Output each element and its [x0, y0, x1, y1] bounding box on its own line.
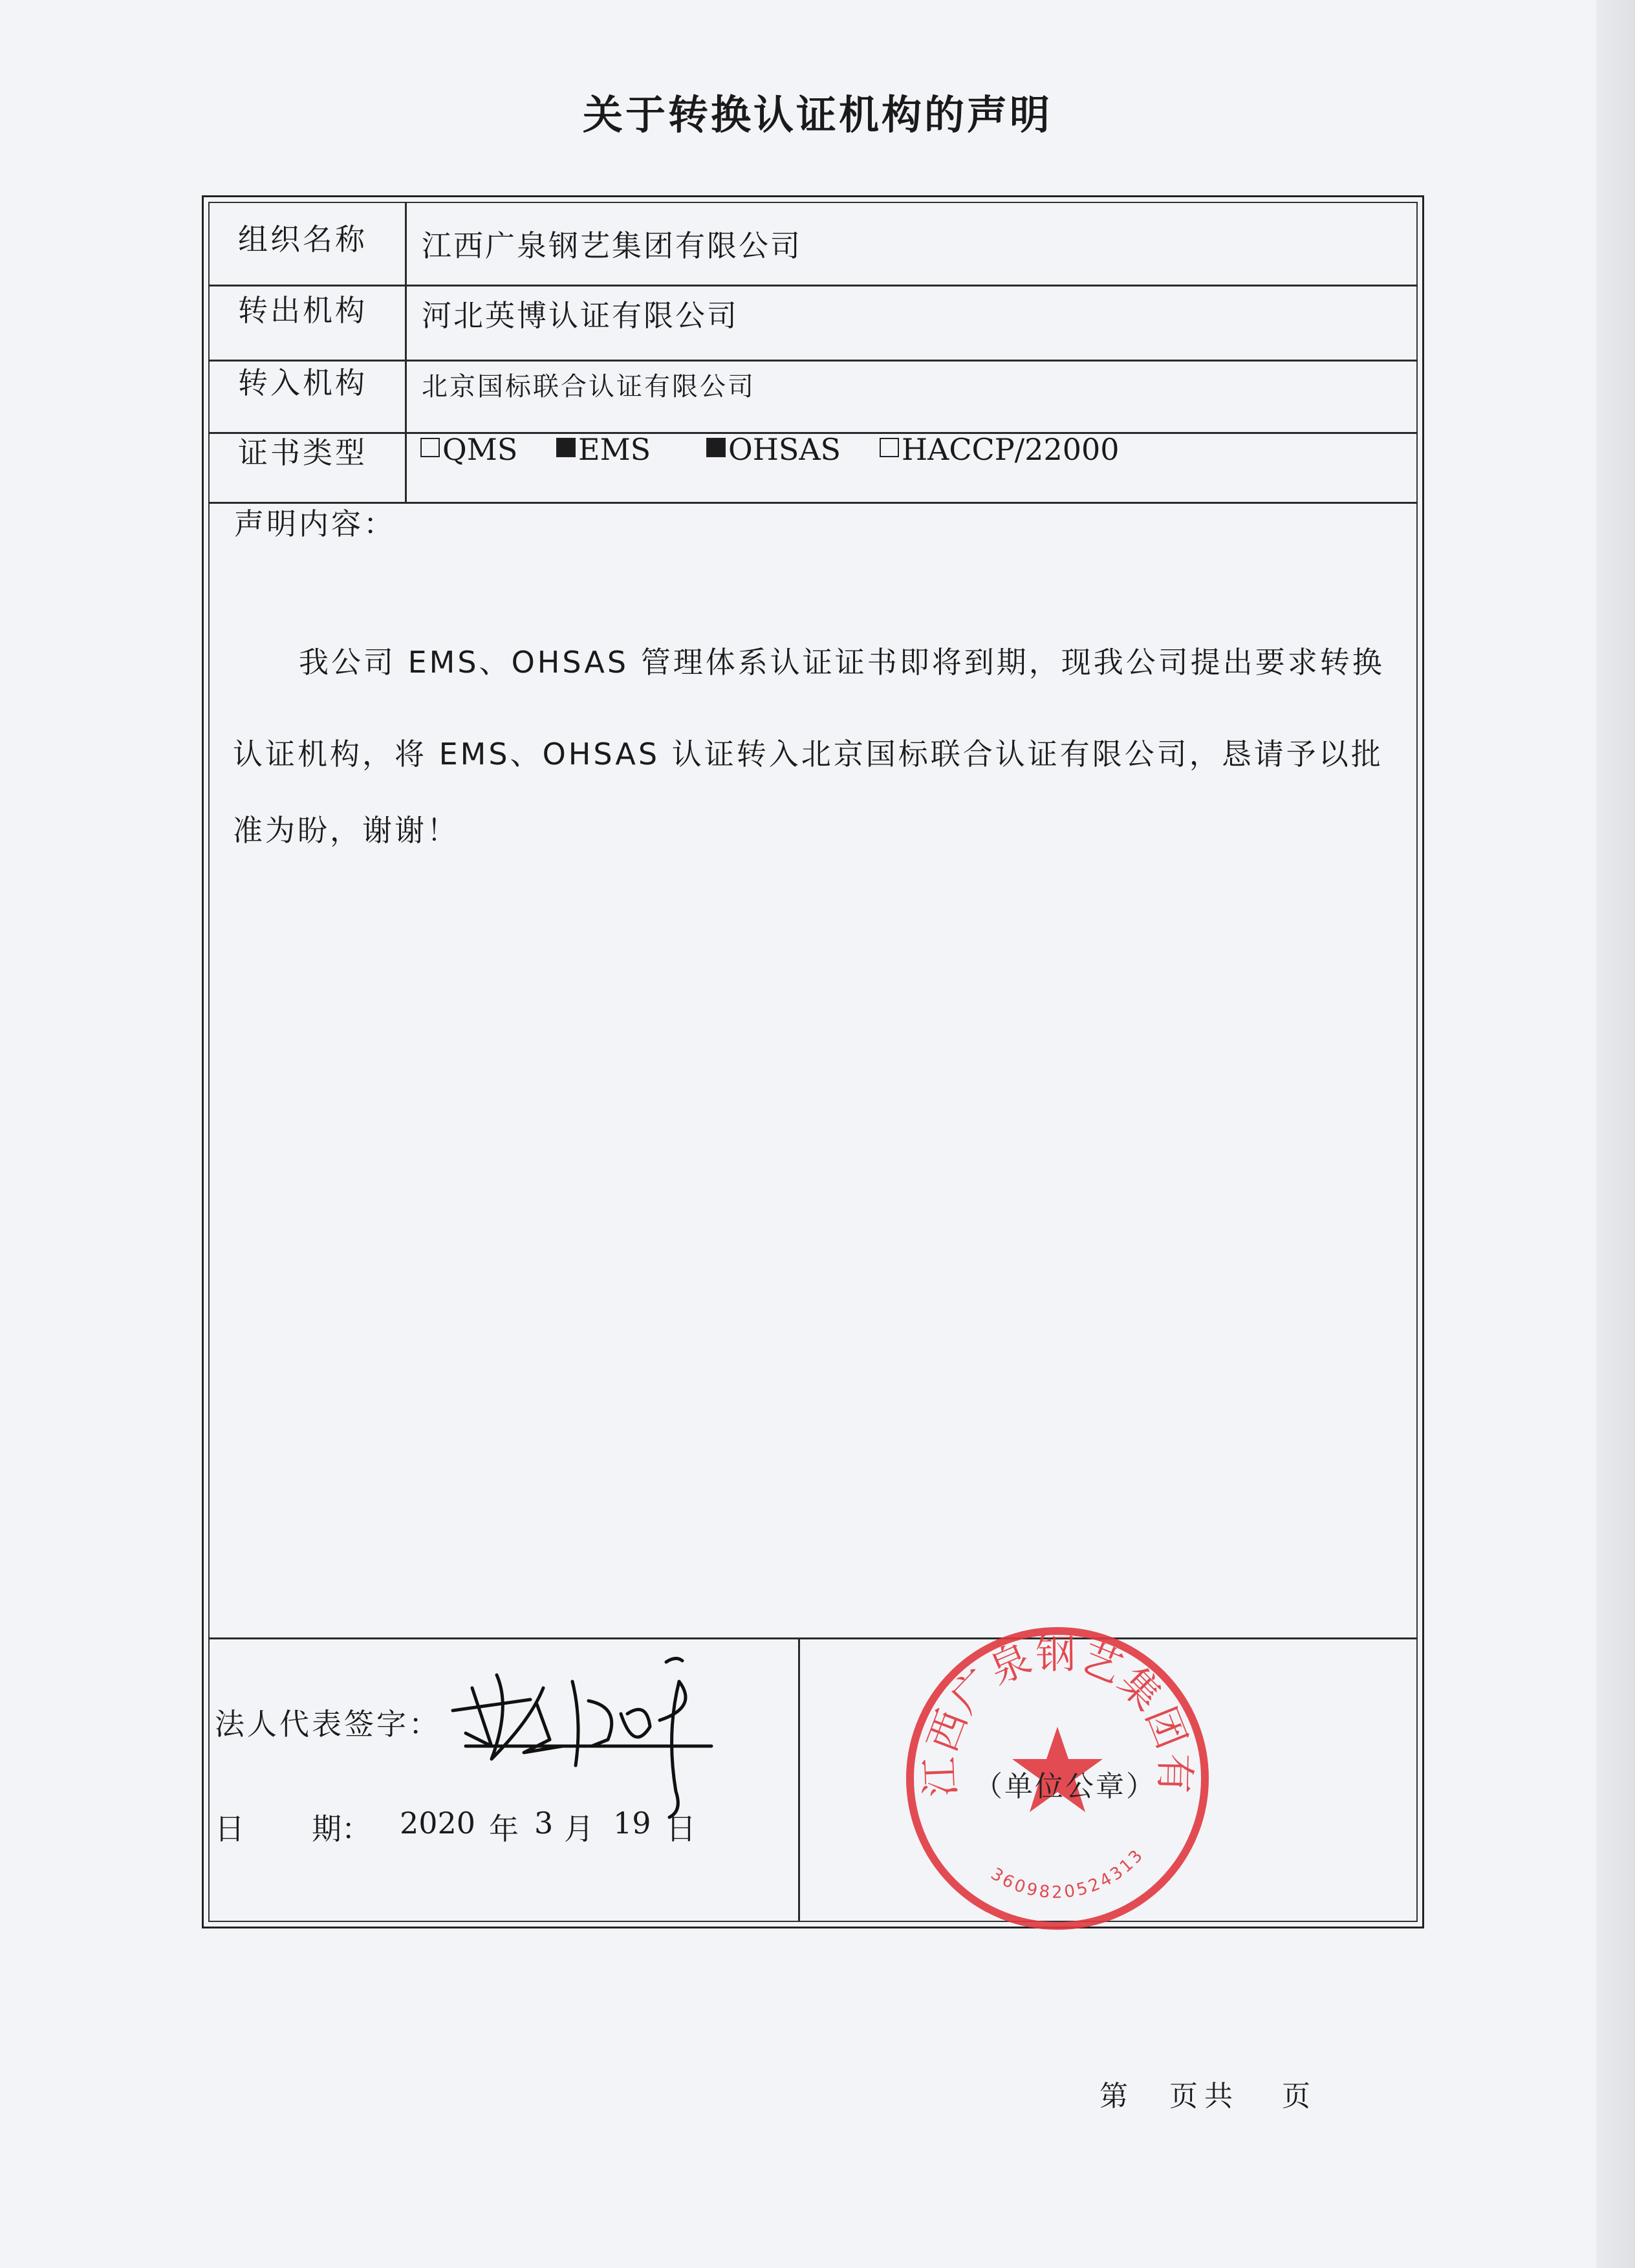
date-year-unit: 年 — [489, 1811, 519, 1846]
cert-option-qms: QMS — [420, 432, 517, 467]
handwritten-signature — [453, 1643, 724, 1830]
date-day: 19 — [613, 1806, 651, 1841]
date-day-unit: 日 — [666, 1811, 696, 1846]
svg-text:3609820524313: 3609820524313 — [987, 1844, 1149, 1903]
statement-label: 声明内容： — [234, 506, 396, 541]
signature-label: 法人代表签字： — [215, 1707, 441, 1742]
document-title: 关于转换认证机构的声明 — [582, 91, 1052, 138]
cert-option-ems: EMS — [556, 432, 651, 467]
date-month: 3 — [534, 1806, 554, 1841]
row-divider — [208, 360, 1418, 362]
statement-line: 准为盼，谢谢！ — [233, 813, 459, 848]
transfer-out-label: 转出机构 — [238, 293, 367, 328]
signature-divider — [208, 1637, 1418, 1639]
label-column-divider — [405, 202, 407, 503]
org-name-label: 组织名称 — [238, 222, 367, 257]
checkbox-icon — [880, 438, 899, 457]
date-label-1: 日 — [215, 1811, 244, 1846]
transfer-out-value: 河北英博认证有限公司 — [422, 298, 739, 333]
checkbox-icon — [420, 438, 440, 457]
cert-option-haccp: HACCP/22000 — [880, 432, 1120, 467]
cert-option-ohsas: OHSAS — [706, 432, 841, 467]
transfer-in-value: 北京国标联合认证有限公司 — [422, 372, 755, 402]
cert-type-label: 证书类型 — [238, 435, 367, 470]
date-month-unit: 月 — [564, 1811, 594, 1846]
row-divider — [208, 285, 1418, 286]
date-label-2: 期： — [312, 1811, 371, 1846]
transfer-in-label: 转入机构 — [238, 365, 367, 400]
svg-text:江西广泉钢艺集团有限公司: 江西广泉钢艺集团有限公司 — [878, 1582, 1199, 1798]
footer-page-prefix: 第 — [1099, 2080, 1128, 2113]
footer-page-suffix: 页 — [1282, 2080, 1310, 2113]
checked-checkbox-icon — [556, 438, 576, 457]
date-year: 2020 — [400, 1806, 476, 1841]
checked-checkbox-icon — [706, 438, 726, 457]
signature-column-divider — [798, 1637, 800, 1922]
paper-edge — [1596, 0, 1635, 2268]
unit-seal-label: （单位公章） — [974, 1770, 1156, 1803]
statement-line: 我公司 EMS、OHSAS 管理体系认证证书即将到期，现我公司提出要求转换 — [299, 645, 1385, 680]
org-name-value: 江西广泉钢艺集团有限公司 — [422, 228, 802, 263]
statement-line: 认证机构，将 EMS、OHSAS 认证转入北京国标联合认证有限公司，恳请予以批 — [233, 737, 1383, 772]
footer-page-mid: 页共 — [1169, 2080, 1239, 2113]
